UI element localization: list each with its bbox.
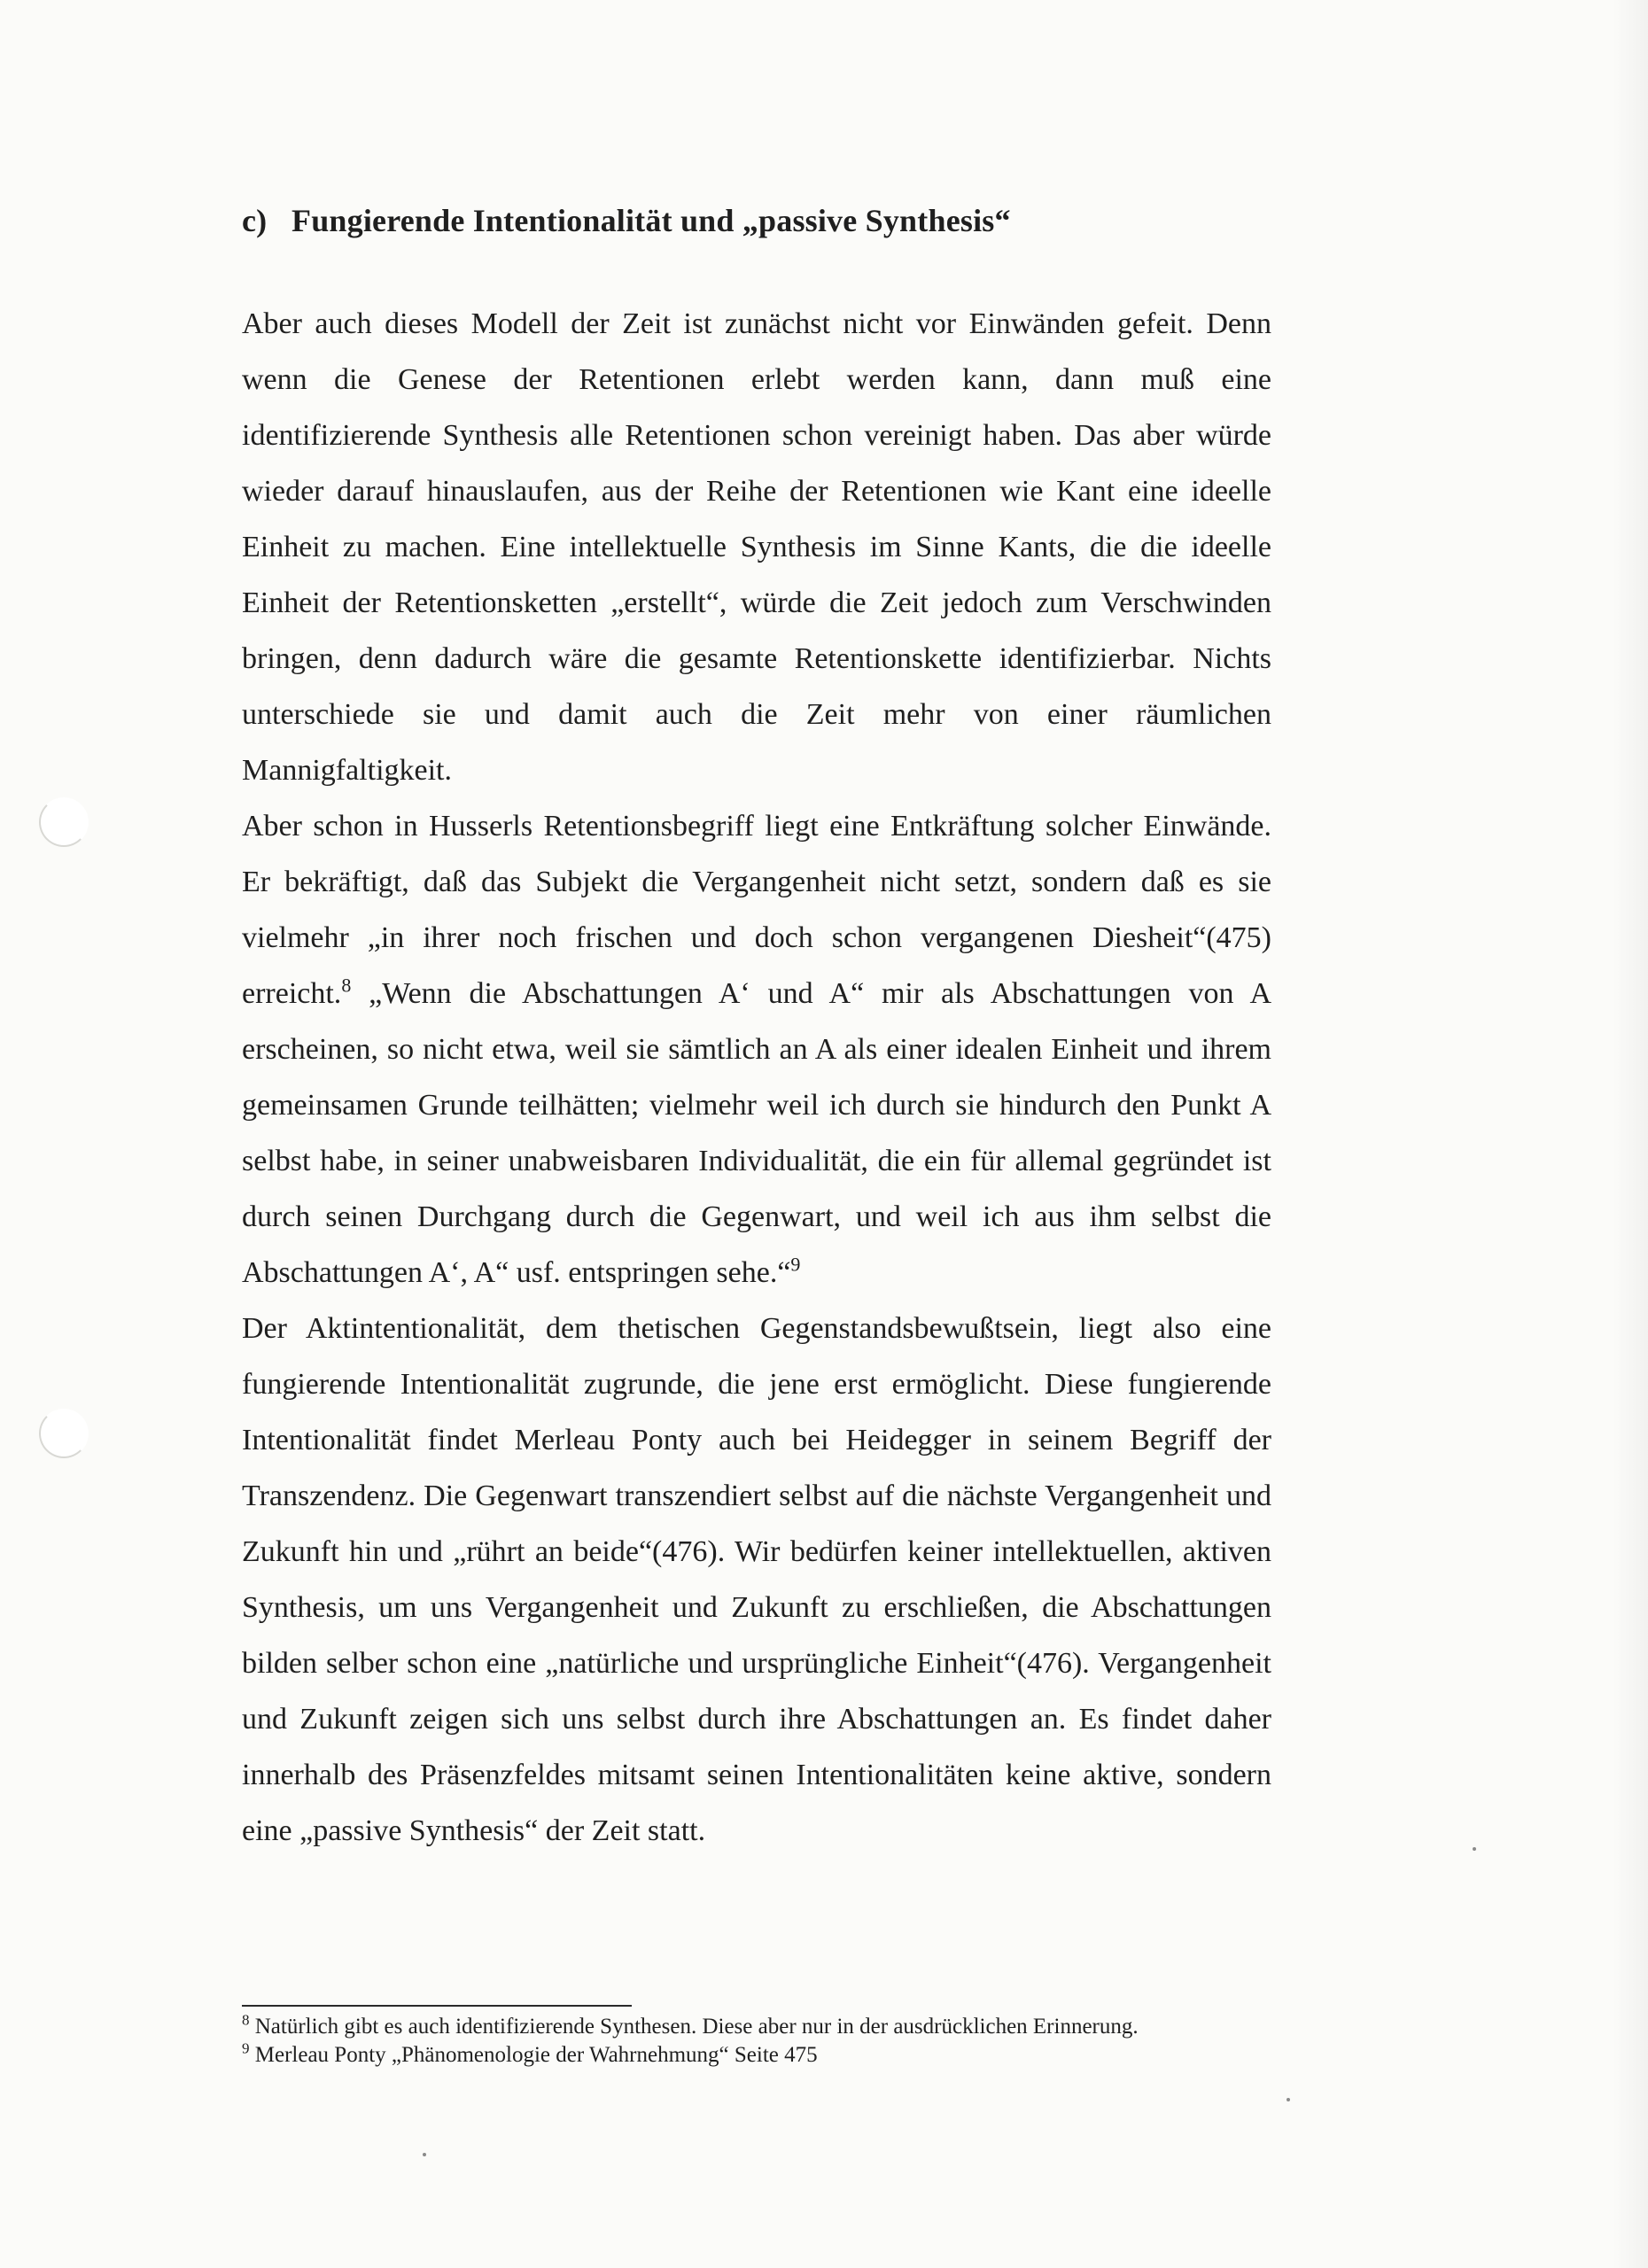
paragraph-text: Der Aktintentionalität, dem thetischen Gegenstandsbewußtsein, liegt also eine fungierende Intentionalität zugrunde, die jene erst ermöglicht. Diese fungierende Intentionalität findet Merleau Ponty auch bei Heidegger in seinem Begriff der Transzendenz. Die Gegenwart transzendiert selbst auf die nächste Vergangenheit und Zukunft hin und „rührt an beide“(476). Wir bedürfen keiner intellektuellen, aktiven Synthesis, um uns Vergangenheit und Zukunft zu erschließen, die Abschattungen bilden selber schon eine „natürliche und ursprüngliche Einheit“(476). Vergangenheit und Zukunft zeigen sich uns selbst durch ihre Abschattungen an. Es findet daher innerhalb des Präsenzfeldes mitsamt seinen Intentionalitäten keine aktive, sondern eine „passive Synthesis“ der Zeit statt. [242,1312,1271,1847]
scan-speck [1287,2098,1290,2101]
section-title: Fungierende Intentionalität und „passive Synthesis“ [292,203,1011,239]
section-number: c) [242,203,268,239]
body-text [242,296,1271,1859]
paragraph-3 [242,1301,1271,1859]
section-heading [242,202,1011,239]
footnote-marker: 9 [242,2039,250,2057]
punch-hole-upper [39,797,89,847]
quotation-text: „Wenn die Abschattungen A‘ und A“ mir als Abschattungen von A erscheinen, so nicht etwa, weil sie sämtlich an A als einer idealen Einheit und ihrem gemeinsamen Grunde teilhätten; vielmehr weil ich durch sie hindurch den Punkt A selbst habe, in seiner unabweisbaren Individualität, die ein für allemal gegründet ist durch seinen Durchgang durch die Gegenwart, und weil ich aus ihm selbst die Abschattungen A‘, A“ usf. entspringen sehe.“ [242,977,1271,1289]
footnote-reference-8: 8 [341,974,352,997]
paragraph-text: Aber auch dieses Modell der Zeit ist zunächst nicht vor Einwänden gefeit. Denn wenn die Genese der Retentionen erlebt werden kann, dann muß eine identifizierende Synthesis alle Retentionen schon vereinigt haben. Das aber würde wieder darauf hinauslaufen, aus der Reihe der Retentionen wie Kant eine ideelle Einheit zu machen. Eine intellektuelle Synthesis im Sinne Kants, die die ideelle Einheit der Retentionsketten „erstellt“, würde die Zeit jedoch zum Verschwinden bringen, denn dadurch wäre die gesamte Retentionskette identifizierbar. Nichts unterschiede sie und damit auch die Zeit mehr von einer räumlichen Mannigfaltigkeit. [242,307,1271,787]
scan-speck [1473,1847,1476,1851]
footnote-marker: 8 [242,2011,250,2029]
footnote-9 [242,2041,1234,2070]
footnotes [242,2013,1234,2070]
footnote-reference-9: 9 [790,1253,801,1276]
scan-speck [423,2153,426,2156]
punch-hole-lower [39,1409,89,1458]
paragraph-text: Aber schon in Husserls Retentionsbegriff liegt eine Entkräftung solcher Einwände. Er bekräftigt, daß das Subjekt die Vergangenheit nicht setzt, sondern daß es sie vielmehr „in ihrer noch frischen und doch schon vergangenen Diesheit“(475) erreicht. [242,810,1271,1010]
footnote-8 [242,2013,1234,2041]
footnote-text: Merleau Ponty „Phänomenologie der Wahrnehmung“ Seite 475 [249,2043,818,2067]
footnote-text: Natürlich gibt es auch identifizierende Synthesen. Diese aber nur in der ausdrücklichen Erinnerung. [249,2015,1139,2039]
page-edge-shadow [1613,0,1648,2268]
footnote-separator [242,2005,632,2007]
paragraph-2 [242,798,1271,1301]
paragraph-1 [242,296,1271,798]
